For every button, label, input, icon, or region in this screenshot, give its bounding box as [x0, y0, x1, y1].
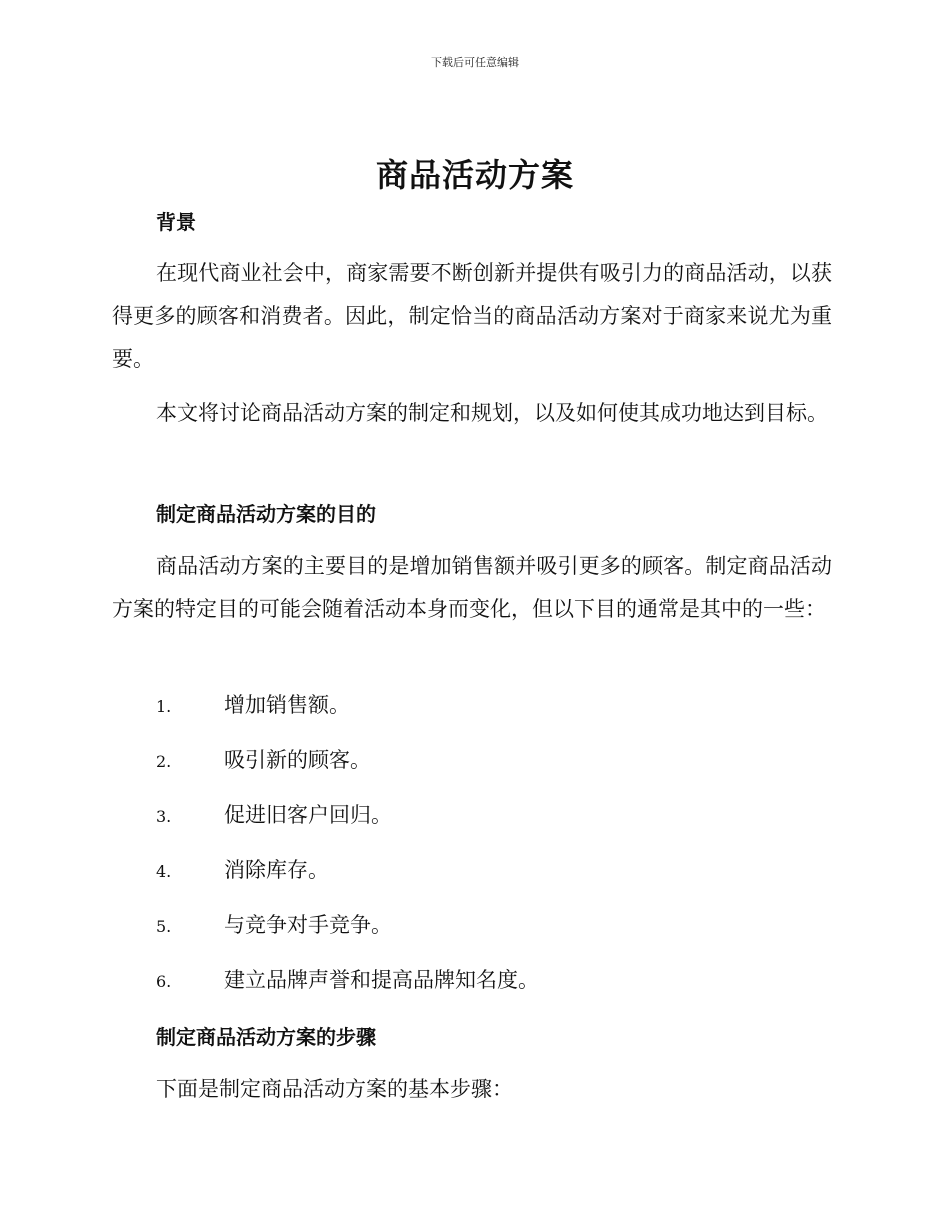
paragraph-purpose: 商品活动方案的主要目的是增加销售额并吸引更多的顾客。制定商品活动方案的特定目的可能会随着活动本身而变化，但以下目的通常是其中的一些：	[112, 554, 832, 621]
section-heading-background: 背景	[156, 210, 196, 234]
section-heading-purpose: 制定商品活动方案的目的	[156, 502, 376, 526]
list-item-number: 6.	[156, 972, 172, 991]
list-item	[156, 800, 392, 830]
list-item-number: 3.	[156, 807, 172, 826]
paragraph-background-1: 在现代商业社会中，商家需要不断创新并提供有吸引力的商品活动，以获得更多的顾客和消费者。因此，制定恰当的商品活动方案对于商家来说尤为重要。	[112, 261, 832, 371]
list-item-text: 与竞争对手竞争。	[224, 913, 392, 937]
list-item	[156, 855, 329, 885]
list-item-text: 建立品牌声誉和提高品牌知名度。	[224, 968, 539, 992]
list-item-text: 消除库存。	[224, 858, 329, 882]
list-item-number: 1.	[156, 697, 172, 716]
document-title: 商品活动方案	[375, 156, 574, 194]
list-item-text: 增加销售额。	[224, 693, 350, 717]
list-item	[156, 690, 350, 720]
list-item-number: 2.	[156, 752, 172, 771]
list-item	[156, 910, 392, 940]
list-item-number: 5.	[156, 917, 172, 936]
paragraph-steps: 下面是制定商品活动方案的基本步骤：	[156, 1077, 513, 1101]
page-header: 下载后可任意编辑	[431, 56, 519, 69]
list-item-text: 吸引新的顾客。	[224, 748, 371, 772]
paragraph-background-2: 本文将讨论商品活动方案的制定和规划，以及如何使其成功地达到目标。	[156, 401, 828, 425]
section-heading-steps: 制定商品活动方案的步骤	[156, 1025, 376, 1049]
list-item-text: 促进旧客户回归。	[224, 803, 392, 827]
list-item-number: 4.	[156, 862, 172, 881]
list-item	[156, 745, 371, 775]
list-item	[156, 965, 539, 995]
